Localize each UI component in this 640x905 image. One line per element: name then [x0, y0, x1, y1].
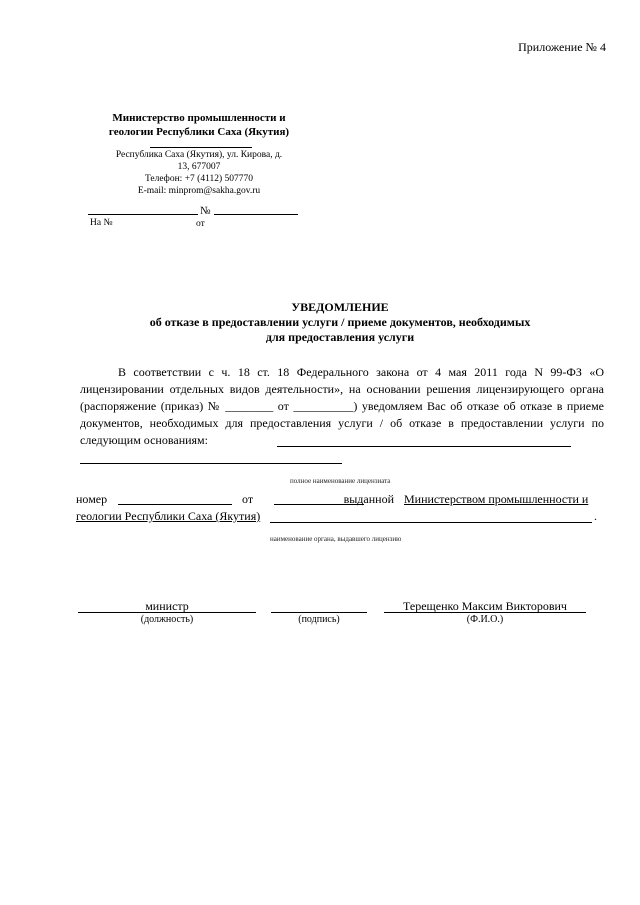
license-issuer-part2: геологии Республики Саха (Якутия) — [76, 509, 261, 523]
ministry-name-line2: геологии Республики Саха (Якутия) — [108, 126, 290, 138]
license-vydannoy-label: выданной — [343, 492, 394, 506]
address-line1: Республика Саха (Якутия), ул. Кирова, д. — [115, 150, 283, 160]
ref-date-line — [214, 214, 298, 215]
ministry-address-block — [105, 149, 293, 197]
ref-ot-label: от — [196, 219, 205, 229]
license-row-end-dot: . — [594, 509, 597, 523]
signature-position: министр — [145, 599, 189, 613]
phone: Телефон: +7 (4112) 507770 — [144, 174, 254, 184]
license-issuer-line — [270, 522, 592, 523]
caption-issuer: наименование органа, выдавшего лицензию — [270, 535, 402, 543]
ministry-name-line1: Министерство промышленности и — [112, 112, 286, 124]
license-number-line — [118, 504, 232, 505]
title-line2: об отказе в предоставлении услуги / приеме документов, необходимых — [149, 315, 531, 329]
ministry-name — [90, 111, 308, 139]
ref-number-sign: № — [200, 205, 211, 217]
signature-line — [271, 612, 367, 613]
body-paragraph — [80, 364, 604, 449]
ref-na-label: На № — [90, 218, 113, 228]
position-line — [78, 612, 256, 613]
license-issuer-part1: Министерством промышленности и — [404, 492, 589, 506]
signature-caption: (подпись) — [298, 614, 340, 625]
ministry-divider — [150, 147, 252, 148]
email: E-mail: minprom@sakha.gov.ru — [137, 186, 261, 196]
body-paragraph-text: В соответствии с ч. 18 ст. 18 Федерального закона от 4 мая 2011 года N 99-ФЗ «О лицензировании отдельных видов деятельности», на основании решения лицензирующего органа (распоряжение (приказ) № ________ от __________) уведомляем Вас об отказе об отказе в приеме документов, необходимых для предоставления услуги / об отказе в предоставлении услуги по следующим основаниям: — [80, 365, 604, 447]
title-line3: для предоставления услуги — [265, 330, 415, 344]
ref-number-line — [88, 214, 198, 215]
signature-fio: Терещенко Максим Викторович — [403, 599, 567, 613]
position-caption: (должность) — [140, 614, 194, 625]
title-line1: УВЕДОМЛЕНИЕ — [291, 300, 389, 314]
document-title — [60, 300, 620, 345]
address-line2: 13, 677007 — [177, 162, 221, 172]
grounds-line-1 — [277, 446, 571, 447]
fio-caption: (Ф.И.О.) — [466, 614, 504, 625]
license-nomer-label: номер — [76, 492, 108, 506]
grounds-line-2 — [80, 463, 342, 464]
license-ot-label: от — [242, 492, 254, 506]
appendix-label: Приложение № 4 — [518, 40, 606, 54]
caption-licensee: полное наименование лицензиата — [290, 477, 391, 485]
fio-line — [384, 612, 586, 613]
